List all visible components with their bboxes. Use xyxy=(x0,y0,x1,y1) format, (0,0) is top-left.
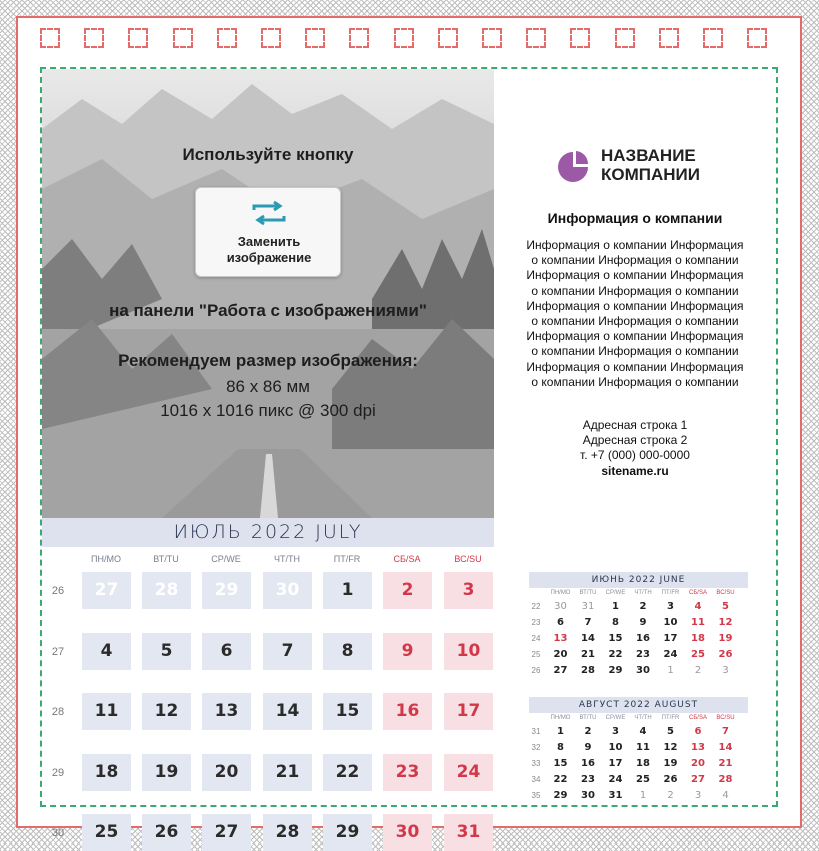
mini-day-cell[interactable]: 23 xyxy=(581,774,595,785)
mini-day-cell[interactable]: 18 xyxy=(636,758,650,769)
mini-day-cell[interactable]: 10 xyxy=(608,742,623,753)
day-cell[interactable]: 23 xyxy=(383,754,432,791)
replace-arrows-icon xyxy=(250,200,288,226)
mini-weekday-header: СБ/SA xyxy=(689,590,707,596)
website: sitename.ru xyxy=(601,464,669,478)
mini-day-cell[interactable]: 4 xyxy=(639,726,647,737)
day-cell[interactable]: 29 xyxy=(202,572,251,609)
replace-image-button[interactable] xyxy=(195,187,341,277)
mini-weekday-header: ВТ/TU xyxy=(579,590,597,596)
binding-hole xyxy=(703,28,723,48)
binding-hole xyxy=(40,28,60,48)
day-cell[interactable]: 28 xyxy=(263,814,312,851)
day-cell[interactable]: 27 xyxy=(82,572,131,609)
mini-weekday-header: ВТ/TU xyxy=(579,715,597,721)
mini-week-number: 22 xyxy=(531,602,541,611)
mini-weekday-header: ВС/SU xyxy=(716,715,735,721)
day-cell[interactable]: 8 xyxy=(323,633,372,670)
month-title: ИЮЛЬ 2022 JULY xyxy=(173,521,363,543)
placeholder-line-4: 86 x 86 мм xyxy=(226,377,310,396)
day-cell[interactable]: 18 xyxy=(82,754,131,791)
company-name-line-1: НАЗВАНИЕ xyxy=(601,146,696,165)
week-number: 30 xyxy=(51,827,65,839)
mini-weekday-header: ПТ/FR xyxy=(661,590,680,596)
day-cell[interactable]: 25 xyxy=(82,814,131,851)
binding-hole xyxy=(438,28,458,48)
day-cell[interactable]: 2 xyxy=(383,572,432,609)
week-number: 27 xyxy=(51,645,65,658)
mini-day-cell[interactable]: 26 xyxy=(718,649,733,660)
company-info-line: о компании Информация о компании xyxy=(531,344,739,359)
address-line-1: Адресная строка 1 xyxy=(582,418,688,432)
mountain-road-image xyxy=(42,69,494,518)
weekday-header: СР/WE xyxy=(211,554,241,564)
company-info-line: Информация о компании Информация xyxy=(526,298,744,313)
day-cell[interactable]: 13 xyxy=(202,693,251,730)
mini-week-number: 34 xyxy=(531,775,541,784)
mini-day-cell[interactable]: 29 xyxy=(553,790,568,801)
mini-day-cell[interactable]: 2 xyxy=(584,726,592,737)
mini-day-cell[interactable]: 4 xyxy=(694,601,702,612)
placeholder-line-5: 1016 x 1016 пикс @ 300 dpi xyxy=(160,401,376,420)
company-info-line: о компании Информация о компании xyxy=(531,314,739,329)
mini-day-cell[interactable]: 30 xyxy=(554,601,567,612)
mini-day-cell[interactable]: 21 xyxy=(581,649,595,660)
day-cell[interactable]: 15 xyxy=(323,693,372,730)
mini-week-number: 35 xyxy=(531,791,541,800)
mini-day-cell[interactable]: 11 xyxy=(691,617,705,628)
binding-hole xyxy=(128,28,148,48)
mini-day-cell[interactable]: 30 xyxy=(636,665,650,676)
mini-day-cell[interactable]: 28 xyxy=(718,774,733,785)
replace-button-line-2: изображение xyxy=(226,250,312,265)
company-logo-icon xyxy=(555,148,591,184)
mini-week-number: 33 xyxy=(531,759,541,768)
day-cell[interactable]: 28 xyxy=(142,572,191,609)
weekday-header: ЧТ/TH xyxy=(274,554,300,564)
day-cell[interactable]: 21 xyxy=(263,754,312,791)
binding-hole xyxy=(84,28,104,48)
company-info-line: о компании Информация о компании xyxy=(531,283,739,298)
binding-hole xyxy=(394,28,414,48)
mini-day-cell[interactable]: 11 xyxy=(636,742,650,753)
mini-day-cell[interactable]: 27 xyxy=(553,665,568,676)
mini-weekday-header: ПТ/FR xyxy=(661,715,680,721)
binding-hole xyxy=(305,28,325,48)
week-number: 29 xyxy=(51,766,65,779)
day-cell[interactable]: 20 xyxy=(202,754,251,791)
mini-day-cell[interactable]: 8 xyxy=(557,742,564,753)
placeholder-line-2: на панели "Работа с изображениями" xyxy=(109,301,427,320)
month-title-bar xyxy=(42,518,494,547)
mini-week-number: 31 xyxy=(531,727,541,736)
mini-day-cell[interactable]: 2 xyxy=(694,665,702,676)
mini-week-number: 24 xyxy=(531,634,541,643)
weekday-header: ПН/MO xyxy=(91,554,121,564)
mini-day-cell[interactable]: 25 xyxy=(691,649,705,660)
day-cell[interactable]: 11 xyxy=(82,693,131,730)
day-cell[interactable]: 1 xyxy=(323,572,372,609)
phone: т. +7 (000) 000-0000 xyxy=(580,448,690,462)
mini-day-cell[interactable]: 31 xyxy=(608,790,623,801)
mini-day-cell[interactable]: 15 xyxy=(553,758,568,769)
mini-day-cell[interactable]: 15 xyxy=(608,633,623,644)
mini-weekday-header: ВС/SU xyxy=(716,590,735,596)
binding-hole xyxy=(482,28,502,48)
mini-month-title: ИЮНЬ 2022 JUNE xyxy=(529,572,748,588)
mini-weekday-header: ПН/MO xyxy=(550,715,571,721)
mini-day-cell[interactable]: 26 xyxy=(663,774,678,785)
day-cell[interactable]: 30 xyxy=(383,814,432,851)
mini-day-cell[interactable]: 23 xyxy=(636,649,650,660)
day-cell[interactable]: 29 xyxy=(323,814,372,851)
mini-day-cell[interactable]: 9 xyxy=(584,742,592,753)
mini-day-cell[interactable]: 3 xyxy=(612,726,619,737)
mini-day-cell[interactable]: 18 xyxy=(691,633,705,644)
company-info-line: Информация о компании Информация xyxy=(526,238,744,252)
mini-day-cell[interactable]: 29 xyxy=(608,665,623,676)
mini-day-cell[interactable]: 10 xyxy=(663,617,678,628)
mini-weekday-header: СР/WE xyxy=(605,715,626,721)
mini-day-cell[interactable]: 13 xyxy=(691,742,705,753)
replace-button-line-1: Заменить xyxy=(237,234,301,249)
day-cell[interactable]: 3 xyxy=(444,572,493,609)
mini-weekday-header: ЧТ/TH xyxy=(634,590,652,596)
mini-weekday-header: СР/WE xyxy=(605,590,626,596)
mini-day-cell[interactable]: 6 xyxy=(557,617,564,628)
mini-week-number: 32 xyxy=(531,743,541,752)
mini-week-number: 25 xyxy=(531,650,541,659)
weekday-header: ПТ/FR xyxy=(333,554,361,564)
binding-hole xyxy=(615,28,635,48)
mini-weekday-header: ПН/MO xyxy=(550,590,571,596)
mini-day-cell[interactable]: 24 xyxy=(663,649,678,660)
binding-hole xyxy=(349,28,369,48)
mini-day-cell[interactable]: 30 xyxy=(581,790,595,801)
mini-day-cell[interactable]: 20 xyxy=(553,649,568,660)
mini-day-cell[interactable]: 20 xyxy=(691,758,705,769)
mini-day-cell[interactable]: 27 xyxy=(691,774,705,785)
mini-day-cell[interactable]: 5 xyxy=(722,601,729,612)
mini-day-cell[interactable]: 3 xyxy=(694,790,702,801)
day-cell[interactable]: 17 xyxy=(444,693,493,730)
day-cell[interactable]: 5 xyxy=(142,633,191,670)
day-cell[interactable]: 22 xyxy=(323,754,372,791)
company-info-line: Информация о компании Информация xyxy=(526,329,744,344)
binding-holes xyxy=(40,28,790,52)
company-info-line: о компании Информация о компании xyxy=(531,253,739,268)
mini-day-cell[interactable]: 2 xyxy=(639,601,647,612)
week-number: 26 xyxy=(51,585,65,597)
binding-hole xyxy=(526,28,546,48)
mini-day-cell[interactable]: 14 xyxy=(581,633,595,644)
day-cell[interactable]: 26 xyxy=(142,814,191,851)
binding-hole xyxy=(659,28,679,48)
mini-week-number: 26 xyxy=(531,666,541,675)
mini-day-cell[interactable]: 31 xyxy=(581,601,595,612)
mini-day-cell[interactable]: 17 xyxy=(663,633,678,644)
weekday-header: СБ/SA xyxy=(393,554,421,564)
mini-day-cell[interactable]: 8 xyxy=(612,617,619,628)
company-info-line: Информация о компании Информация xyxy=(526,359,744,374)
mini-weekday-header: ЧТ/TH xyxy=(634,715,652,721)
mini-day-cell[interactable]: 1 xyxy=(639,790,647,801)
weekday-header: ВТ/TU xyxy=(153,554,179,564)
company-name-line-2: КОМПАНИИ xyxy=(601,165,700,184)
mini-day-cell[interactable]: 12 xyxy=(718,617,733,628)
day-cell[interactable]: 24 xyxy=(444,754,493,791)
mini-month-title: АВГУСТ 2022 AUGUST xyxy=(529,697,748,713)
mini-day-cell[interactable]: 3 xyxy=(722,665,729,676)
binding-hole xyxy=(217,28,237,48)
day-cell[interactable]: 31 xyxy=(444,814,493,851)
mini-week-number: 23 xyxy=(531,618,541,627)
company-info-text xyxy=(508,238,762,390)
mini-day-cell[interactable]: 19 xyxy=(718,633,733,644)
day-cell[interactable]: 12 xyxy=(142,693,191,730)
mini-day-cell[interactable]: 7 xyxy=(584,617,592,628)
mini-day-cell[interactable]: 14 xyxy=(718,742,733,753)
mini-day-cell[interactable]: 22 xyxy=(553,774,568,785)
address-line-2: Адресная строка 2 xyxy=(582,433,688,447)
mini-day-cell[interactable]: 1 xyxy=(557,726,564,737)
binding-hole xyxy=(173,28,193,48)
day-cell[interactable]: 7 xyxy=(263,633,312,670)
company-info-title: Информация о компании xyxy=(547,210,723,226)
company-info-line: о компании Информация о компании xyxy=(531,374,739,389)
day-cell[interactable]: 4 xyxy=(82,633,131,670)
mini-day-cell[interactable]: 25 xyxy=(636,774,650,785)
mini-day-cell[interactable]: 21 xyxy=(718,758,733,769)
mini-day-cell[interactable]: 1 xyxy=(667,665,674,676)
weekday-header: ВС/SU xyxy=(454,554,482,564)
mini-day-cell[interactable]: 4 xyxy=(722,790,729,801)
mini-day-cell[interactable]: 28 xyxy=(581,665,595,676)
mini-day-cell[interactable]: 7 xyxy=(722,726,729,737)
day-cell[interactable]: 9 xyxy=(383,633,432,670)
mini-day-cell[interactable]: 17 xyxy=(608,758,623,769)
mini-weekday-header: СБ/SA xyxy=(689,715,707,721)
image-placeholder[interactable] xyxy=(42,69,494,518)
mini-day-cell[interactable]: 3 xyxy=(667,601,674,612)
mini-day-cell[interactable]: 12 xyxy=(663,742,678,753)
binding-hole xyxy=(570,28,590,48)
placeholder-line-1: Используйте кнопку xyxy=(182,145,354,164)
mini-day-cell[interactable]: 19 xyxy=(663,758,678,769)
day-cell[interactable]: 19 xyxy=(142,754,191,791)
mini-day-cell[interactable]: 22 xyxy=(608,649,623,660)
mini-day-cell[interactable]: 16 xyxy=(636,633,650,644)
mini-day-cell[interactable]: 13 xyxy=(553,633,568,644)
binding-hole xyxy=(747,28,767,48)
day-cell[interactable]: 6 xyxy=(202,633,251,670)
mini-day-cell[interactable]: 5 xyxy=(667,726,674,737)
day-cell[interactable]: 27 xyxy=(202,814,251,851)
day-cell[interactable]: 10 xyxy=(444,633,493,670)
mini-day-cell[interactable]: 6 xyxy=(694,726,702,737)
binding-hole xyxy=(261,28,281,48)
day-cell[interactable]: 16 xyxy=(383,693,432,730)
day-cell[interactable]: 30 xyxy=(263,572,312,609)
placeholder-line-3: Рекомендуем размер изображения: xyxy=(118,351,418,370)
mini-day-cell[interactable]: 1 xyxy=(612,601,619,612)
week-number: 28 xyxy=(51,706,65,718)
mini-day-cell[interactable]: 2 xyxy=(667,790,674,801)
mini-day-cell[interactable]: 24 xyxy=(608,774,623,785)
company-info-line: Информация о компании Информация xyxy=(526,268,744,283)
mini-day-cell[interactable]: 16 xyxy=(581,758,595,769)
day-cell[interactable]: 14 xyxy=(263,693,312,730)
mini-day-cell[interactable]: 9 xyxy=(639,617,647,628)
